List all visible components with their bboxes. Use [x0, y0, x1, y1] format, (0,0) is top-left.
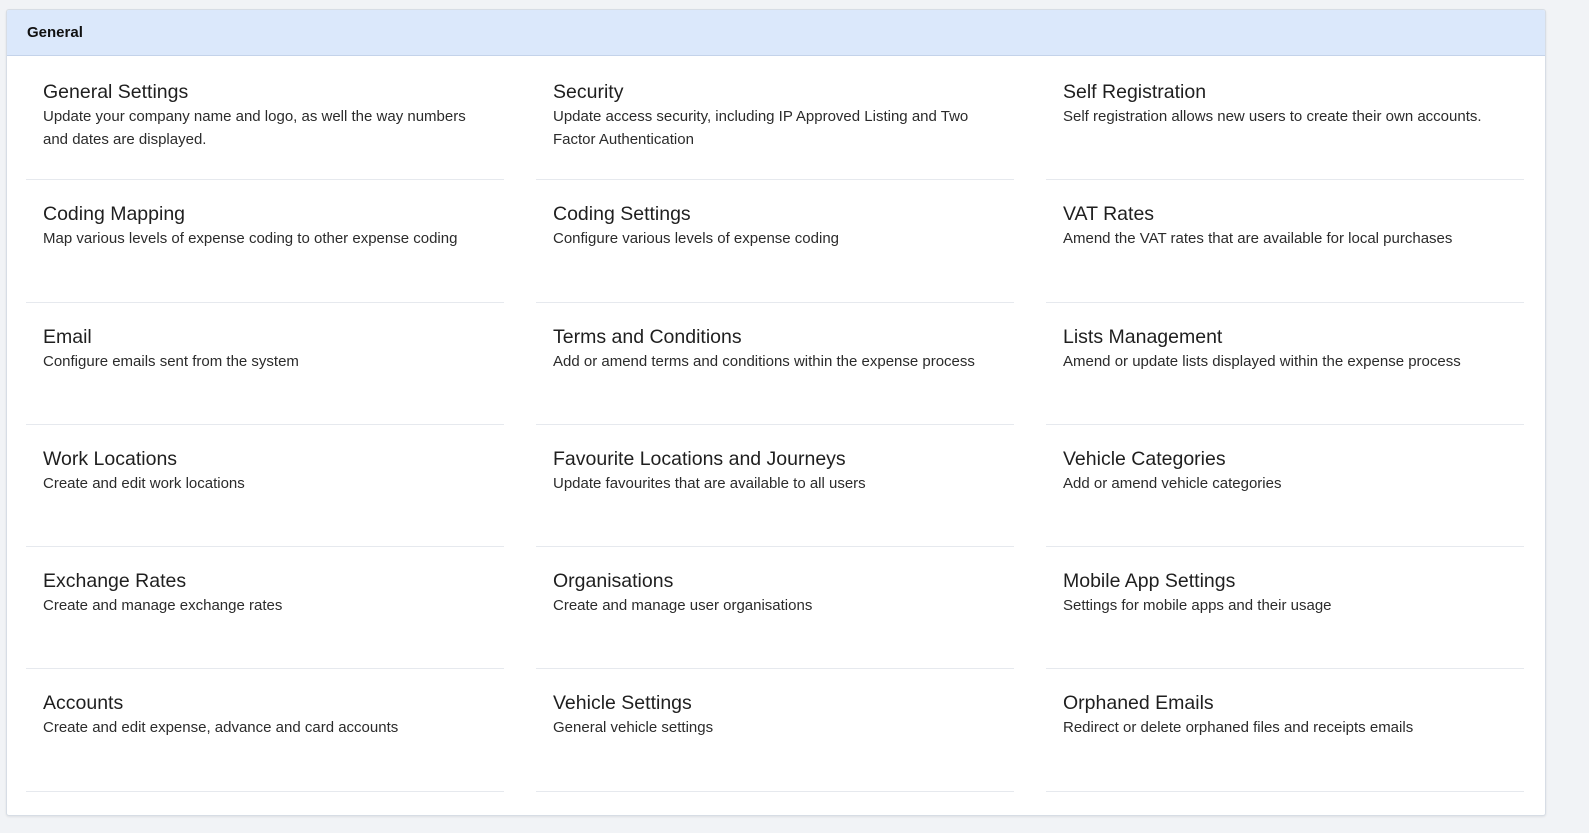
card-description: Redirect or delete orphaned files and receipts emails: [1063, 719, 1414, 737]
card-description: Amend or update lists displayed within the expense process: [1063, 352, 1461, 370]
card-title[interactable]: Lists Management: [1063, 325, 1223, 348]
card-description: General vehicle settings: [553, 719, 714, 737]
settings-card-email[interactable]: [26, 303, 504, 425]
settings-card-general-settings[interactable]: [26, 58, 504, 180]
settings-card-mobile-app-settings[interactable]: [1046, 547, 1524, 669]
settings-card-terms-and-conditions[interactable]: [536, 303, 1014, 425]
settings-card-vat-rates[interactable]: [1046, 180, 1524, 302]
settings-card-organisations[interactable]: [536, 547, 1014, 669]
card-description: Configure various levels of expense coding: [553, 230, 840, 248]
settings-card-accounts[interactable]: [26, 669, 504, 791]
panel-header: [7, 10, 1545, 56]
settings-grid: [26, 58, 1525, 792]
card-title[interactable]: Work Locations: [43, 447, 178, 470]
card-title[interactable]: Vehicle Categories: [1063, 447, 1226, 470]
card-description: Create and manage user organisations: [553, 597, 813, 615]
card-title[interactable]: Exchange Rates: [43, 570, 187, 593]
card-title[interactable]: Orphaned Emails: [1063, 692, 1214, 715]
card-description: Update your company name and logo, as well the way numbers and dates are displayed.: [43, 108, 466, 148]
card-title[interactable]: Self Registration: [1063, 81, 1207, 103]
panel-title: General: [27, 24, 83, 41]
card-description: Update favourites that are available to all users: [553, 474, 866, 492]
settings-card-work-locations[interactable]: [26, 425, 504, 547]
card-title[interactable]: Organisations: [553, 570, 674, 593]
settings-card-coding-mapping[interactable]: [26, 180, 504, 302]
card-description: Update access security, including IP Approved Listing and Two Factor Authentication: [553, 108, 969, 148]
settings-card-vehicle-settings[interactable]: [536, 669, 1014, 791]
card-title[interactable]: Coding Settings: [553, 203, 691, 226]
card-title[interactable]: Security: [553, 81, 624, 103]
settings-card-lists-management[interactable]: [1046, 303, 1524, 425]
card-title[interactable]: Accounts: [43, 692, 124, 715]
card-description: Settings for mobile apps and their usage: [1063, 597, 1332, 615]
settings-card-coding-settings[interactable]: [536, 180, 1014, 302]
card-description: Configure emails sent from the system: [43, 352, 299, 370]
card-title[interactable]: Terms and Conditions: [553, 325, 742, 348]
general-settings-panel: [6, 9, 1546, 816]
card-title[interactable]: Coding Mapping: [43, 203, 186, 226]
card-description: Create and edit work locations: [43, 474, 245, 492]
card-description: Map various levels of expense coding to other expense coding: [43, 230, 458, 248]
card-title[interactable]: Vehicle Settings: [553, 692, 692, 715]
card-title[interactable]: Mobile App Settings: [1063, 570, 1236, 593]
card-description: Create and manage exchange rates: [43, 597, 283, 615]
settings-card-security[interactable]: [536, 58, 1014, 180]
settings-card-orphaned-emails[interactable]: [1046, 669, 1524, 791]
card-title[interactable]: Favourite Locations and Journeys: [553, 447, 846, 470]
card-description: Self registration allows new users to create their own accounts.: [1063, 108, 1482, 125]
card-description: Create and edit expense, advance and card accounts: [43, 719, 399, 737]
card-title[interactable]: VAT Rates: [1063, 203, 1155, 226]
settings-card-exchange-rates[interactable]: [26, 547, 504, 669]
card-title[interactable]: General Settings: [43, 81, 189, 103]
card-description: Add or amend vehicle categories: [1063, 474, 1282, 492]
card-title[interactable]: Email: [43, 325, 92, 348]
card-description: Amend the VAT rates that are available for local purchases: [1063, 230, 1453, 248]
card-description: Add or amend terms and conditions within the expense process: [553, 352, 975, 370]
settings-card-self-registration[interactable]: [1046, 58, 1524, 180]
settings-card-favourite-locations[interactable]: [536, 425, 1014, 547]
settings-card-vehicle-categories[interactable]: [1046, 425, 1524, 547]
